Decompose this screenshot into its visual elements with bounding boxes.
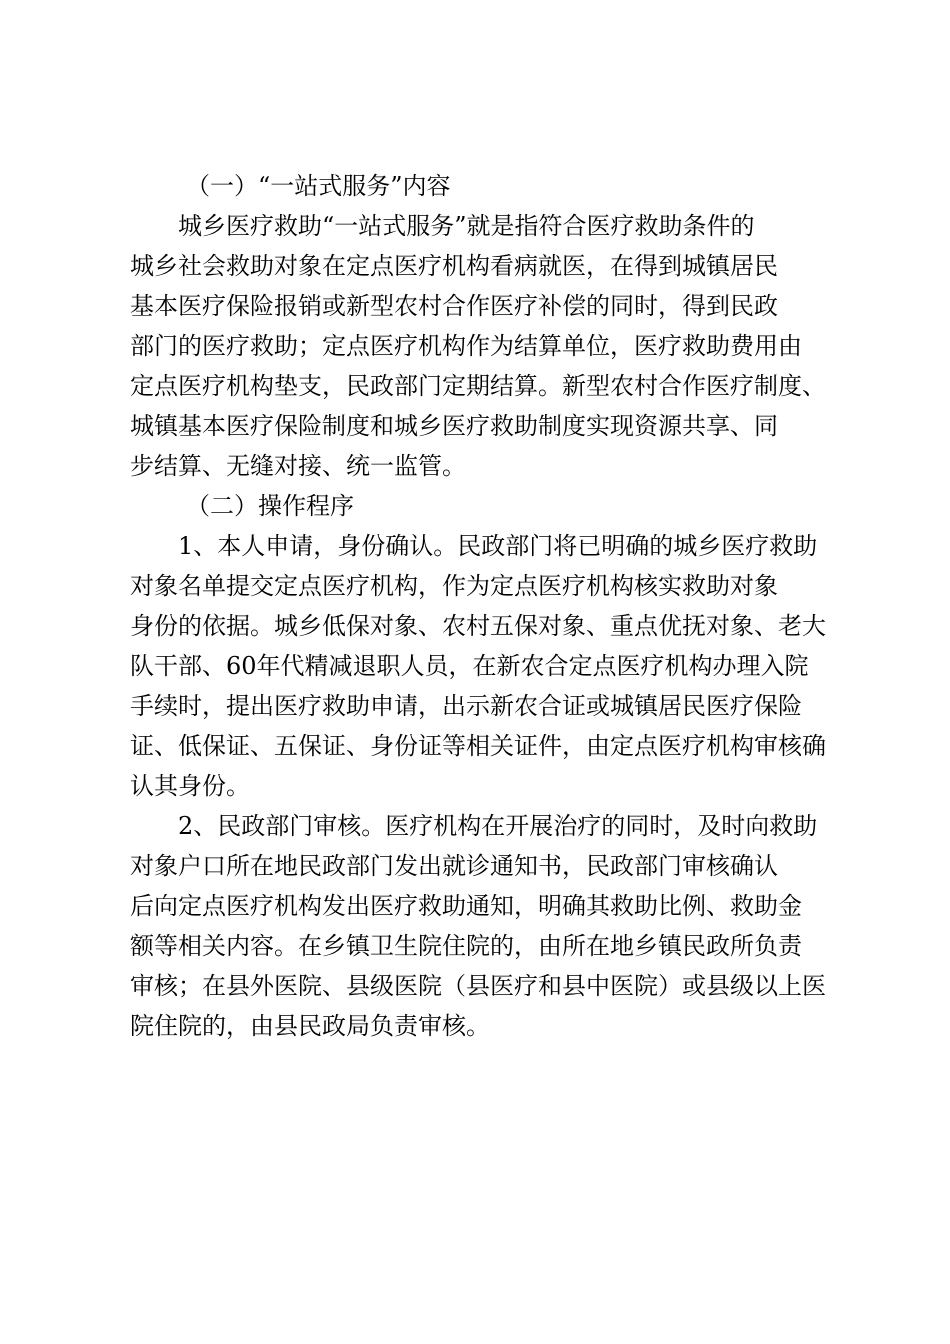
paragraph-line: 城乡医疗救助“一站式服务”就是指符合医疗救助条件的 [178,212,755,240]
paragraph-line: 额等相关内容。在乡镇卫生院住院的，由所在地乡镇民政所负责 [130,932,802,960]
paragraph-line: 城乡社会救助对象在定点医疗机构看病就医，在得到城镇居民 [130,252,778,280]
paragraph-line: 证、低保证、五保证、身份证等相关证件，由定点医疗机构审核确 [130,732,826,760]
paragraph-line: 审核；在县外医院、县级医院（县医疗和县中医院）或县级以上医 [130,972,826,1000]
paragraph-line: 基本医疗保险报销或新型农村合作医疗补偿的同时，得到民政 [130,292,778,320]
paragraph-line: 部门的医疗救助；定点医疗机构作为结算单位，医疗救助费用由 [130,332,802,360]
paragraph-line: 定点医疗机构垫支，民政部门定期结算。新型农村合作医疗制度、 [130,372,826,400]
paragraph-line: 手续时，提出医疗救助申请，出示新农合证或城镇居民医疗保险 [130,692,802,720]
paragraph-line: 步结算、无缝对接、统一监管。 [130,452,466,480]
section-heading-1: （一）“一站式服务”内容 [186,172,451,200]
paragraph-line: 对象户口所在地民政部门发出就诊通知书，民政部门审核确认 [130,852,778,880]
section-heading-2: （二）操作程序 [186,492,354,520]
paragraph-line: 身份的依据。城乡低保对象、农村五保对象、重点优抚对象、老大 [130,612,826,640]
paragraph-line: 对象名单提交定点医疗机构，作为定点医疗机构核实救助对象 [130,572,778,600]
paragraph-line: 2、民政部门审核。医疗机构在开展治疗的同时，及时向救助 [178,812,818,840]
paragraph-line: 院住院的，由县民政局负责审核。 [130,1012,490,1040]
document-body [130,166,830,1046]
paragraph-line: 后向定点医疗机构发出医疗救助通知，明确其救助比例、救助金 [130,892,802,920]
paragraph-line: 1、本人申请，身份确认。民政部门将已明确的城乡医疗救助 [178,532,818,560]
paragraph-line: 城镇基本医疗保险制度和城乡医疗救助制度实现资源共享、同 [130,412,778,440]
paragraph-line: 认其身份。 [130,772,250,800]
paragraph-line: 队干部、60年代精减退职人员，在新农合定点医疗机构办理入院 [130,652,809,680]
